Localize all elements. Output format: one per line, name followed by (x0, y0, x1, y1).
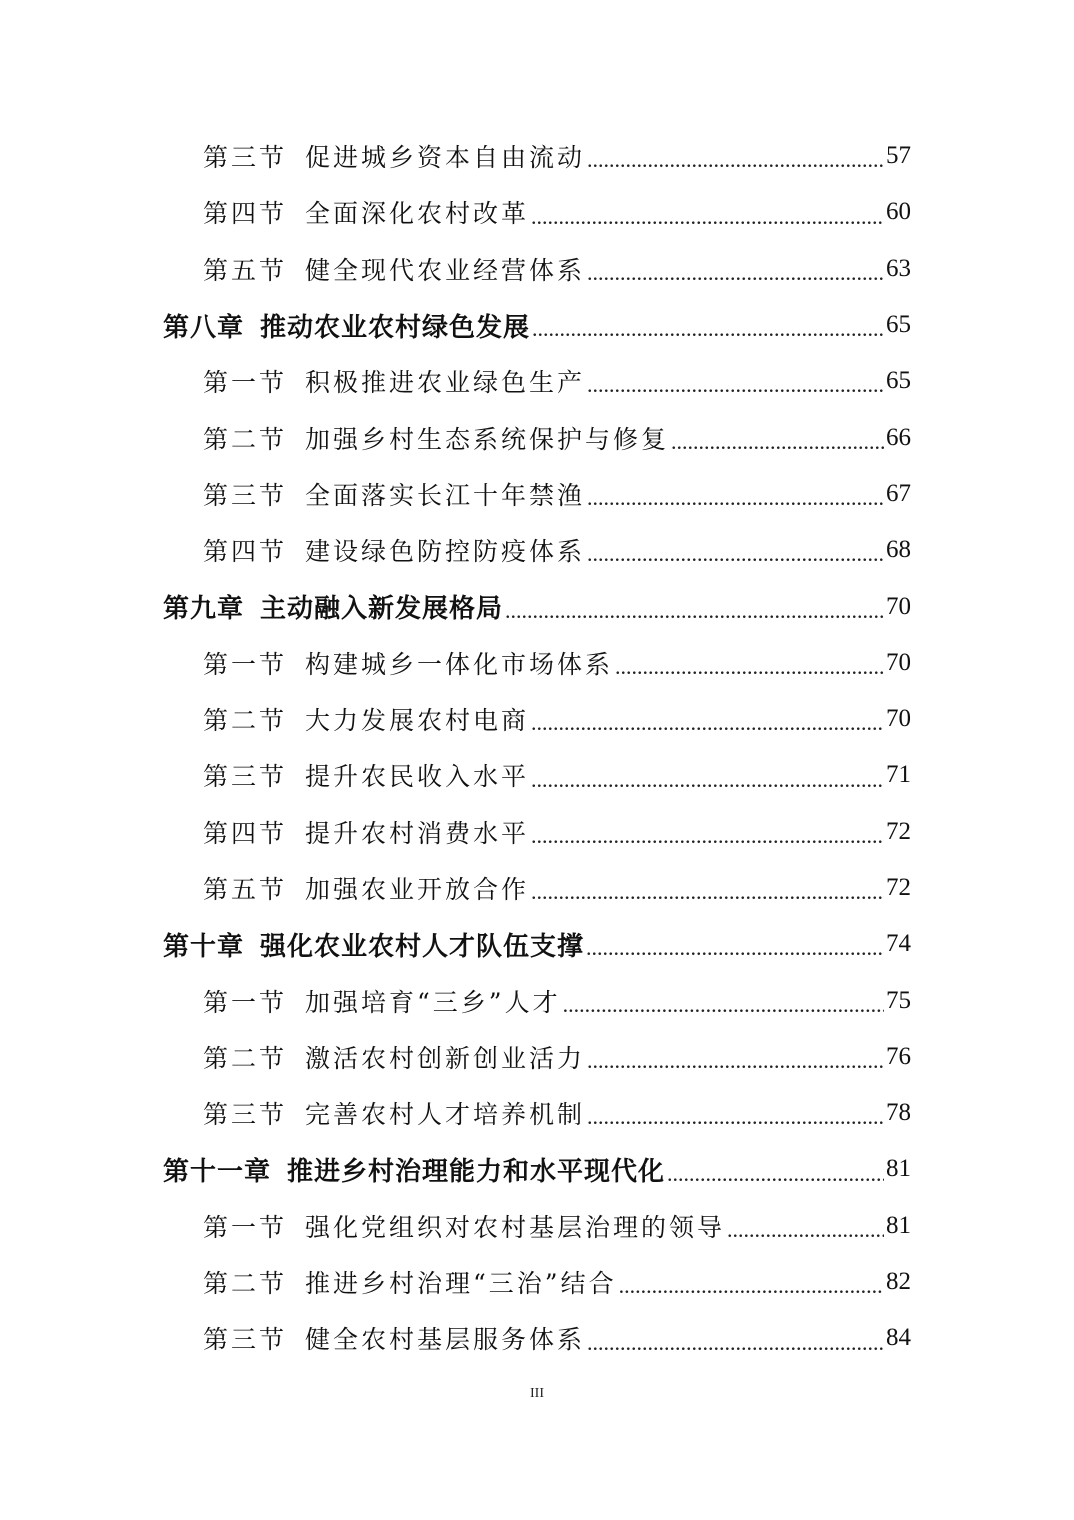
toc-section-entry[interactable] (0, 972, 1074, 1028)
toc-entry-number: 第八章 (163, 312, 245, 343)
toc-entry-label (203, 363, 585, 399)
toc-entry-label (203, 870, 529, 906)
toc-dot-leader (531, 206, 884, 241)
toc-entry-label (203, 138, 585, 174)
toc-page-number: 65 (886, 311, 911, 339)
toc-entry-label (203, 701, 529, 737)
toc-entry-number: 第一节 (203, 649, 288, 679)
toc-section-entry[interactable] (0, 409, 1074, 465)
toc-section-entry[interactable] (0, 1029, 1074, 1085)
toc-section-entry[interactable] (0, 128, 1074, 184)
toc-section-entry[interactable] (0, 635, 1074, 691)
toc-section-entry[interactable] (0, 747, 1074, 803)
toc-entry-label (203, 194, 529, 230)
toc-dot-leader (587, 1050, 884, 1085)
toc-entry-label (203, 251, 585, 287)
toc-entry-number: 第四节 (203, 818, 288, 848)
toc-entry-label (163, 588, 503, 625)
toc-entry-label (203, 532, 585, 568)
toc-entry-title: 强化农业农村人才队伍支撑 (260, 931, 585, 962)
toc-entry-number: 第二节 (203, 424, 288, 454)
toc-section-entry[interactable] (0, 1310, 1074, 1366)
toc-entry-label (163, 926, 584, 963)
toc-page-number: 81 (886, 1155, 911, 1183)
toc-page-number: 63 (886, 254, 911, 282)
toc-chapter-entry[interactable] (0, 916, 1074, 972)
toc-section-entry[interactable] (0, 522, 1074, 578)
toc-section-entry[interactable] (0, 466, 1074, 522)
toc-entry-title: 健全农村基层服务体系 (305, 1325, 586, 1355)
toc-entry-number: 第二节 (203, 1269, 288, 1299)
toc-page-number: 65 (886, 367, 911, 395)
toc-entry-title: 构建城乡一体化市场体系 (305, 649, 614, 679)
toc-entry-title: 大力发展农村电商 (305, 706, 530, 736)
toc-entry-title: 提升农村消费水平 (305, 818, 530, 848)
toc-dot-leader (532, 318, 884, 353)
toc-entry-number: 第十章 (163, 931, 245, 962)
toc-entry-label (203, 420, 669, 456)
toc-entry-number: 第四节 (203, 537, 288, 567)
toc-section-entry[interactable] (0, 1085, 1074, 1141)
toc-entry-number: 第四节 (203, 199, 288, 229)
toc-entry-label (203, 1039, 585, 1075)
toc-entry-label (203, 1208, 725, 1244)
toc-entry-title: 强化党组织对农村基层治理的领导 (305, 1212, 726, 1242)
toc-dot-leader (531, 769, 884, 804)
toc-dot-leader (587, 543, 884, 578)
toc-entry-title: 促进城乡资本自由流动 (305, 143, 586, 173)
toc-dot-leader (531, 712, 884, 747)
toc-entry-number: 第三节 (203, 480, 288, 510)
toc-page-number: 67 (886, 479, 911, 507)
toc-page-number: 68 (886, 536, 911, 564)
toc-entry-title: 推动农业农村绿色发展 (260, 312, 531, 343)
toc-entry-number: 第三节 (203, 762, 288, 792)
toc-dot-leader (587, 374, 884, 409)
toc-page-number: 70 (886, 705, 911, 733)
toc-dot-leader (587, 487, 884, 522)
toc-entry-title: 建设绿色防控防疫体系 (305, 537, 586, 567)
toc-entry-number: 第二节 (203, 1043, 288, 1073)
toc-dot-leader (587, 1106, 884, 1141)
toc-entry-title: 健全现代农业经营体系 (305, 255, 586, 285)
toc-page-number: 81 (886, 1211, 911, 1239)
toc-entry-title: 全面深化农村改革 (305, 199, 530, 229)
toc-dot-leader (615, 656, 884, 691)
toc-section-entry[interactable] (0, 1198, 1074, 1254)
toc-entry-label (203, 983, 561, 1019)
toc-entry-label (203, 814, 529, 850)
toc-page-number: 70 (886, 592, 911, 620)
toc-dot-leader (563, 994, 884, 1029)
toc-entry-number: 第一节 (203, 1212, 288, 1242)
toc-chapter-entry[interactable] (0, 1141, 1074, 1197)
toc-entry-label (203, 645, 613, 681)
toc-section-entry[interactable] (0, 241, 1074, 297)
toc-page-number: 74 (886, 930, 911, 958)
toc-entry-label (203, 757, 529, 793)
toc-entry-number: 第三节 (203, 143, 288, 173)
toc-page-number: 57 (886, 142, 911, 170)
toc-entry-number: 第五节 (203, 875, 288, 904)
toc-section-entry[interactable] (0, 353, 1074, 409)
toc-entry-title: 提升农民收入水平 (305, 762, 530, 792)
toc-dot-leader (667, 1163, 884, 1198)
toc-dot-leader (531, 825, 884, 860)
toc-page-number: 84 (886, 1324, 911, 1352)
toc-entry-title: 推进乡村治理能力和水平现代化 (287, 1156, 666, 1187)
toc-entry-title: 加强培育“三乡”人才 (305, 987, 561, 1017)
table-of-contents (0, 128, 1074, 1367)
toc-entry-number: 第九章 (163, 594, 245, 625)
toc-dot-leader (531, 881, 884, 916)
toc-entry-label (203, 1320, 585, 1356)
toc-section-entry[interactable] (0, 691, 1074, 747)
toc-section-entry[interactable] (0, 184, 1074, 240)
toc-entry-number: 第二节 (203, 706, 288, 736)
toc-entry-label (203, 1095, 585, 1131)
page-number: III (530, 1386, 544, 1401)
toc-page-number: 72 (886, 817, 911, 845)
toc-chapter-entry[interactable] (0, 297, 1074, 353)
toc-section-entry[interactable] (0, 860, 1074, 916)
toc-chapter-entry[interactable] (0, 578, 1074, 634)
toc-page-number: 75 (886, 986, 911, 1014)
toc-page-number: 70 (886, 648, 911, 676)
toc-entry-label (163, 1151, 665, 1188)
toc-entry-title: 激活农村创新创业活力 (305, 1043, 586, 1073)
toc-entry-title: 完善农村人才培养机制 (305, 1100, 586, 1130)
toc-dot-leader (587, 149, 884, 184)
toc-entry-title: 加强农业开放合作 (305, 875, 530, 904)
toc-entry-label (203, 1264, 617, 1300)
toc-page-number: 60 (886, 198, 911, 226)
toc-entry-title: 主动融入新发展格局 (260, 594, 504, 625)
toc-dot-leader (587, 262, 884, 297)
toc-dot-leader (586, 937, 884, 972)
toc-dot-leader (505, 600, 884, 635)
toc-entry-label (203, 476, 585, 512)
toc-page-number: 72 (886, 874, 911, 901)
toc-entry-label (163, 307, 530, 344)
toc-dot-leader (619, 1275, 884, 1310)
toc-dot-leader (671, 431, 884, 466)
toc-section-entry[interactable] (0, 804, 1074, 860)
toc-section-entry[interactable] (0, 1254, 1074, 1310)
toc-entry-number: 第三节 (203, 1100, 288, 1130)
toc-page-number: 71 (886, 761, 911, 789)
toc-entry-number: 第五节 (203, 255, 288, 285)
toc-entry-title: 加强乡村生态系统保护与修复 (305, 424, 670, 454)
toc-page-number: 66 (886, 423, 911, 451)
toc-page-number: 82 (886, 1268, 911, 1296)
toc-entry-number: 第一节 (203, 987, 288, 1017)
toc-entry-title: 推进乡村治理“三治”结合 (305, 1269, 617, 1299)
toc-page-number: 78 (886, 1099, 911, 1127)
toc-entry-number: 第一节 (203, 368, 288, 398)
toc-dot-leader (727, 1219, 884, 1254)
toc-entry-title: 全面落实长江十年禁渔 (305, 480, 586, 510)
toc-entry-number: 第三节 (203, 1325, 288, 1355)
toc-entry-number: 第十一章 (163, 1156, 272, 1187)
toc-dot-leader (587, 1332, 884, 1367)
toc-page-number: 76 (886, 1042, 911, 1070)
toc-entry-title: 积极推进农业绿色生产 (305, 368, 586, 398)
